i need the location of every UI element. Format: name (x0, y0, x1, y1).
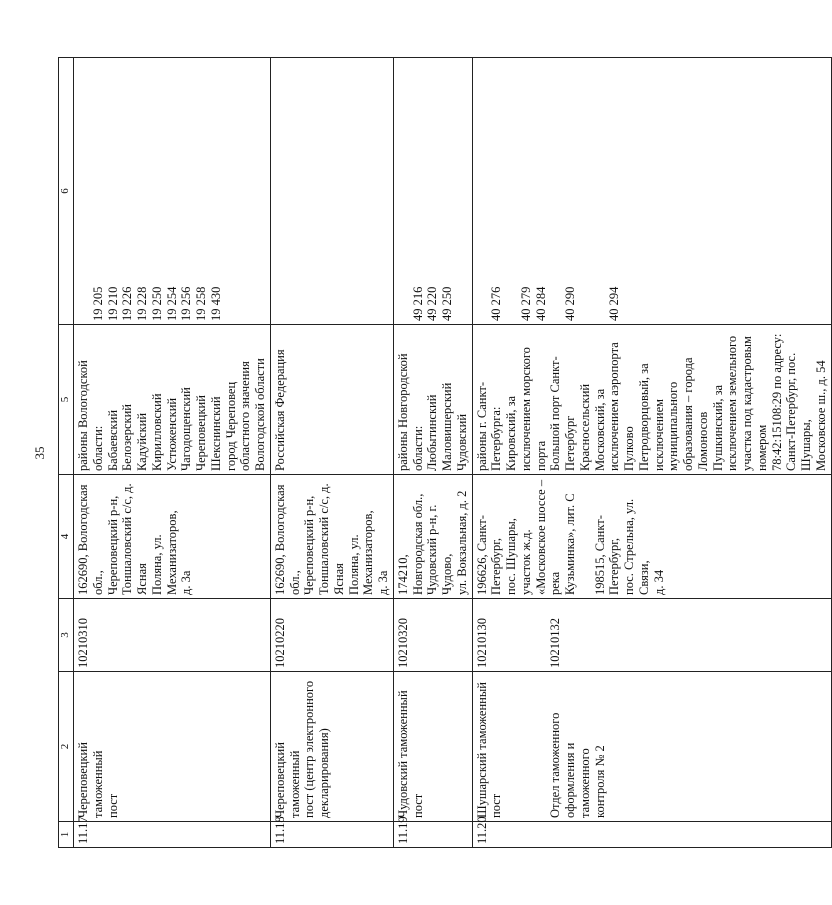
territory-code: 19 250 (149, 286, 164, 321)
territory-line: участка под кадастровым номером (740, 332, 769, 471)
rotated-page (58, 58, 828, 848)
post-name-line: Шушарский таможенный (474, 682, 489, 818)
territory-cell (74, 325, 271, 475)
post-name-line: декларирования) (317, 728, 331, 818)
address-line: 198515, Санкт-Петербург, (592, 515, 622, 595)
territory-line: Московское ш., д. 54 (813, 360, 828, 471)
territory-line: Чагодощенский (179, 387, 194, 471)
territory-code: 19 205 (90, 286, 105, 321)
territory-code: 40 290 (563, 286, 577, 321)
spacer (534, 602, 549, 668)
address-line: 162690, Вологодская обл., (76, 481, 105, 595)
address-line: Поляна, ул. Механизаторов, (346, 510, 376, 595)
post-name-cell (393, 672, 472, 822)
territory-line: Московский, за исключением аэропорта (592, 342, 622, 471)
territory-code (578, 61, 593, 321)
column-header-4: 4 (59, 475, 74, 599)
territory-line: районы Новгородской области: (395, 350, 425, 471)
column-header-1: 1 (59, 822, 74, 848)
territory-code (273, 61, 288, 321)
post-name-line: пост (центр электронного (302, 680, 317, 818)
territory-line: Большой порт Санкт-Петербург (548, 356, 577, 471)
column-header-3: 3 (59, 599, 74, 672)
territory-code (504, 61, 519, 321)
territory-code: 49 250 (440, 286, 454, 321)
post-name-line (519, 675, 534, 818)
territory-line: Кадуйский (135, 412, 149, 471)
territory-code (396, 61, 411, 321)
territory-code: 49 220 (425, 286, 440, 321)
territory-code: 19 254 (164, 286, 179, 321)
territory-line: Российская Федерация (272, 349, 287, 471)
territory-line: Санкт-Петербург, пос. Шушары, (784, 349, 813, 471)
territory-code (637, 61, 652, 321)
row-number: 11.20 (472, 822, 831, 848)
territory-code: 19 256 (179, 286, 194, 321)
territory-line: Маловишерский (440, 382, 454, 471)
post-name-line: контроля № 2 (592, 745, 607, 818)
spacer (578, 478, 593, 595)
row-number: 11.17 (74, 822, 271, 848)
post-name-cell (472, 672, 831, 822)
post-code-cell (74, 599, 271, 672)
address-line: 174210, Новгородская обл., (395, 493, 425, 595)
territory-line: муниципального образования – города (666, 357, 695, 471)
territory-code (666, 61, 681, 321)
territory-code: 40 279 (518, 286, 533, 321)
post-name-line: Череповецкий таможенный (272, 738, 302, 818)
territory-line: районы Вологодской области: (76, 357, 105, 471)
address-line: 162690, Вологодская обл., (272, 481, 302, 595)
territory-cell (393, 325, 472, 475)
table-row (393, 58, 472, 848)
row-number: 11.19 (393, 822, 472, 848)
row-number: 11.18 (270, 822, 393, 848)
territory-line: Белозерский (120, 404, 135, 471)
column-header-2: 2 (59, 672, 74, 822)
post-name-line (534, 675, 549, 818)
address-line: Чудовский р-н, г. Чудово, (425, 501, 454, 595)
territory-line: город Череповец областного значения (223, 361, 253, 471)
territory-line: Красносельский (577, 383, 592, 471)
post-code-cell (270, 599, 393, 672)
territory-line: Шекснинский (208, 396, 223, 471)
territory-line: Чудовский (454, 413, 469, 471)
address-line: Череповецкий р-н, (302, 495, 317, 595)
territory-line: Петродворцовый, за исключением (636, 360, 666, 471)
territory-cell (472, 325, 831, 475)
territory-code: 19 430 (208, 286, 223, 321)
spacer (519, 602, 534, 668)
address-line: пос. Шушары, участок ж.д. (504, 515, 533, 595)
table-row (74, 58, 271, 848)
address-cell (393, 475, 472, 599)
territory-code-cell (270, 58, 393, 325)
territory-code-cell (393, 58, 472, 325)
territory-code: 19 258 (194, 286, 208, 321)
territory-line: Устюженский (164, 397, 179, 471)
territory-line: Пулково (622, 426, 636, 471)
territory-line: районы г. Санкт-Петербурга: (474, 381, 504, 471)
territory-line: Бабаевский (105, 409, 120, 471)
territory-cell (270, 325, 393, 475)
post-code: 10210130 (474, 618, 489, 668)
address-cell (74, 475, 271, 599)
territory-code (475, 61, 490, 321)
address-line: Череповецкий р-н, (105, 495, 120, 595)
table-body (74, 58, 832, 848)
post-name-line: пост (105, 793, 120, 818)
post-name-line: Отдел таможенного (548, 712, 563, 818)
table-row (472, 58, 831, 848)
territory-code: 19 226 (120, 286, 135, 321)
spacer (504, 602, 519, 668)
address-line: д. 3а (376, 570, 390, 595)
address-cell (472, 475, 831, 599)
spacer (489, 602, 504, 668)
address-line: 196626, Санкт-Петербург, (474, 515, 504, 595)
territory-code (652, 61, 667, 321)
territory-code-cell (74, 58, 271, 325)
post-code: 10210220 (272, 618, 287, 668)
territory-line: Вологодской области (253, 358, 267, 471)
post-name-line: оформления и таможенного (563, 739, 592, 818)
header-row (59, 58, 74, 848)
table-row (270, 58, 393, 848)
address-line: пос. Стрельна, ул. Связи, (622, 495, 651, 595)
post-code-cell (393, 599, 472, 672)
territory-code (593, 61, 608, 321)
post-name-line (504, 675, 519, 818)
post-code: 10210132 (548, 618, 563, 668)
territory-code: 40 284 (533, 286, 548, 321)
post-name-cell (270, 672, 393, 822)
address-line: «Московское шоссе – река (533, 476, 563, 595)
address-line: Кузьминка», лит. С (563, 493, 577, 595)
column-header-5: 5 (59, 325, 74, 475)
column-header-6: 6 (59, 58, 74, 325)
territory-line: Кировский, за исключением морского порта (504, 343, 548, 471)
post-name-line: пост (489, 793, 504, 818)
territory-code: 40 294 (607, 286, 622, 321)
territory-code (622, 61, 637, 321)
territory-code: 19 210 (105, 286, 120, 321)
territory-code (224, 61, 239, 321)
address-line: д. 3а (179, 570, 194, 595)
territory-code-cell (472, 58, 831, 325)
territory-line: Пушкинский, за исключением земельного (710, 335, 740, 471)
post-name-line: Чудовский таможенный пост (395, 687, 425, 818)
post-name-line: Череповецкий таможенный (76, 738, 105, 818)
address-cell (270, 475, 393, 599)
territory-line: Кирилловский (149, 393, 164, 471)
territory-code: 19 228 (135, 286, 149, 321)
address-line: д. 34 (651, 569, 666, 595)
customs-posts-table (58, 57, 832, 848)
post-code-cell (472, 599, 831, 672)
address-line: Тоншаловский с/с, д. Ясная (317, 480, 346, 595)
territory-code: 49 216 (410, 286, 425, 321)
territory-code (548, 61, 563, 321)
territory-code: 40 276 (489, 286, 504, 321)
territory-line: 78:42:15108:29 по адресу: (769, 333, 784, 471)
territory-line: Ломоносов (695, 411, 710, 471)
address-line: Тоншаловский с/с, д. Ясная (120, 480, 149, 595)
address-line: Поляна, ул. Механизаторов, (149, 510, 179, 595)
territory-line: Любытинский (425, 394, 440, 471)
territory-code (76, 61, 91, 321)
landscape-content (58, 58, 828, 848)
territory-line: Череповецкий (194, 395, 208, 471)
post-code: 10210310 (76, 618, 90, 668)
post-name-cell (74, 672, 271, 822)
page-number: 35 (32, 446, 47, 460)
post-code: 10210320 (395, 618, 410, 668)
address-line: ул. Вокзальная, д. 2 (454, 490, 469, 595)
